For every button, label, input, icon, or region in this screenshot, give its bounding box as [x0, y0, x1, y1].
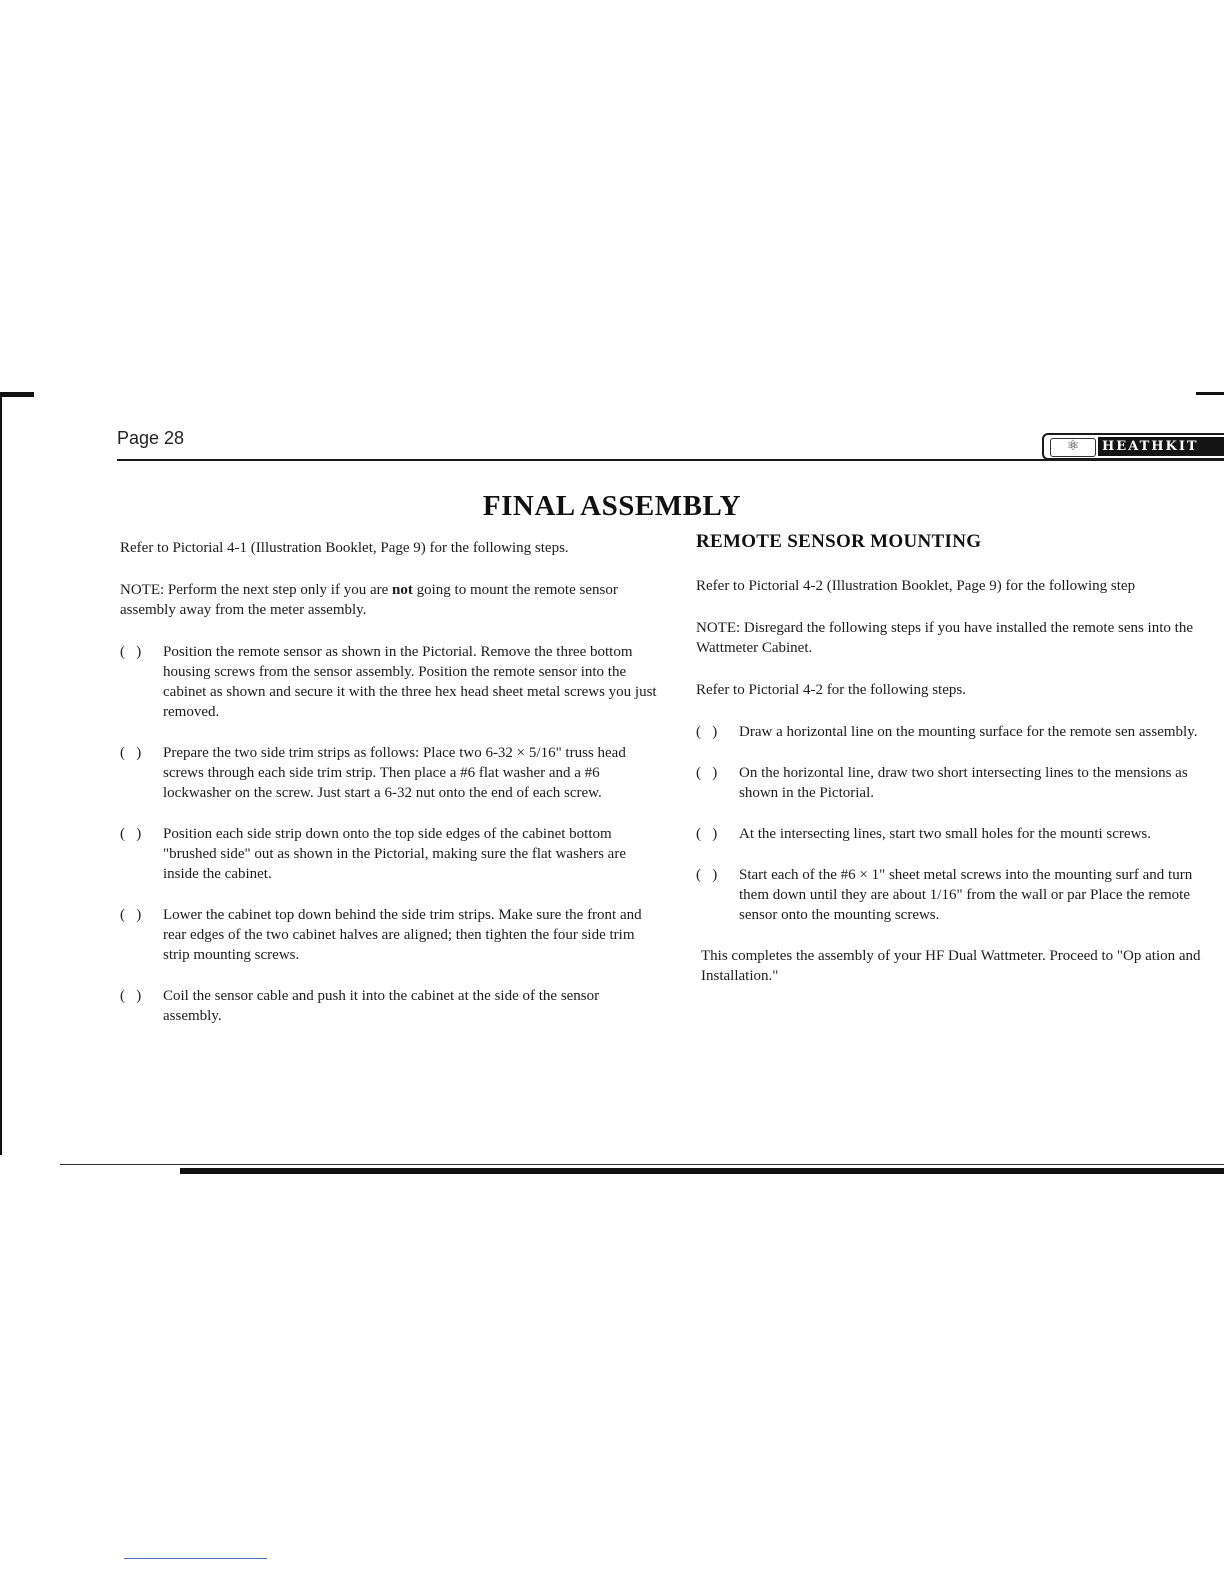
page-number: Page 28 — [117, 428, 185, 448]
step-item — [696, 763, 1224, 803]
checkbox-marker: ( ) — [120, 907, 142, 923]
refer-text: Refer to Pictorial 4-2 for the following steps. — [696, 682, 966, 698]
checkbox-marker: ( ) — [696, 765, 718, 781]
step-item — [120, 986, 660, 1026]
step-text: Position each side strip down onto the top side edges of the cabinet bottom "brushed side" out as shown in the Pictorial, making sure the flat washers are inside the cabinet. — [163, 826, 626, 882]
checkbox-marker: ( ) — [696, 867, 718, 883]
scan-artifact-line — [124, 1558, 267, 1559]
note-text: NOTE: Disregard the following steps if you have installed the remote sens into the Wattmeter Cabinet. — [696, 620, 1193, 656]
step-text: Prepare the two side trim strips as follows: Place two 6-32 × 5/16" truss head screws through each side trim strip. Then place a #6 flat washer and a #6 lockwasher on the screw. Just start a 6-32 nut onto the end of each screw. — [163, 745, 626, 801]
checkbox-marker: ( ) — [120, 644, 142, 660]
step-text: Lower the cabinet top down behind the side trim strips. Make sure the front and rear edges of the two cabinet halves are aligned; then tighten the four side trim strip mounting screws. — [163, 907, 642, 963]
scan-edge-mark-right — [1196, 392, 1224, 395]
header-rule — [117, 459, 1224, 461]
checkbox-marker: ( ) — [120, 988, 142, 1004]
footer-rule — [60, 1164, 1224, 1165]
step-item — [120, 642, 660, 722]
step-item — [696, 824, 1224, 844]
checkbox-marker: ( ) — [696, 724, 718, 740]
intro-text: Refer to Pictorial 4-2 (Illustration Booklet, Page 9) for the following step — [696, 578, 1136, 594]
left-column — [120, 538, 660, 1047]
step-text: On the horizontal line, draw two short intersecting lines to the mensions as shown in the Pictorial. — [739, 765, 1188, 801]
atom-emblem-icon: ⚛ — [1050, 438, 1096, 457]
step-text: Coil the sensor cable and push it into the cabinet at the side of the sensor assembly. — [163, 988, 600, 1024]
note-emphasis: not — [392, 582, 413, 598]
heathkit-logo — [1042, 433, 1224, 460]
step-text: Start each of the #6 × 1" sheet metal screws into the mounting surf and turn them down until they are about 1/16" from the wall or par Place the remote sensor onto the mounting screws. — [739, 867, 1193, 923]
brand-name: HEATHKIT — [1098, 437, 1224, 456]
step-text: Draw a horizontal line on the mounting surface for the remote sen assembly. — [739, 724, 1198, 740]
page-title: FINAL ASSEMBLY — [482, 490, 742, 522]
right-column — [696, 532, 1224, 1008]
footer-rule-thick — [180, 1168, 1224, 1174]
checkbox-marker: ( ) — [120, 745, 142, 761]
step-item — [696, 865, 1224, 925]
step-item — [696, 722, 1224, 742]
step-item — [120, 905, 660, 965]
step-item — [120, 743, 660, 803]
closing-text: This completes the assembly of your HF Dual Wattmeter. Proceed to "Op ation and Installation." — [701, 948, 1201, 984]
step-text: At the intersecting lines, start two small holes for the mounti screws. — [739, 826, 1152, 842]
intro-text: Refer to Pictorial 4-1 (Illustration Booklet, Page 9) for the following steps. — [120, 540, 569, 556]
checkbox-marker: ( ) — [696, 826, 718, 842]
scan-edge-mark-top — [0, 392, 34, 397]
checkbox-marker: ( ) — [120, 826, 142, 842]
section-heading: REMOTE SENSOR MOUNTING — [696, 531, 982, 552]
step-item — [120, 824, 660, 884]
step-text: Position the remote sensor as shown in the Pictorial. Remove the three bottom housing screws from the sensor assembly. Position the remote sensor into the cabinet as shown and secure it with the three hex head sheet metal screws you just removed. — [163, 644, 657, 720]
note-text: NOTE: Perform the next step only if you are not going to mount the remote sensor assembly away from the meter assembly. — [120, 582, 618, 618]
